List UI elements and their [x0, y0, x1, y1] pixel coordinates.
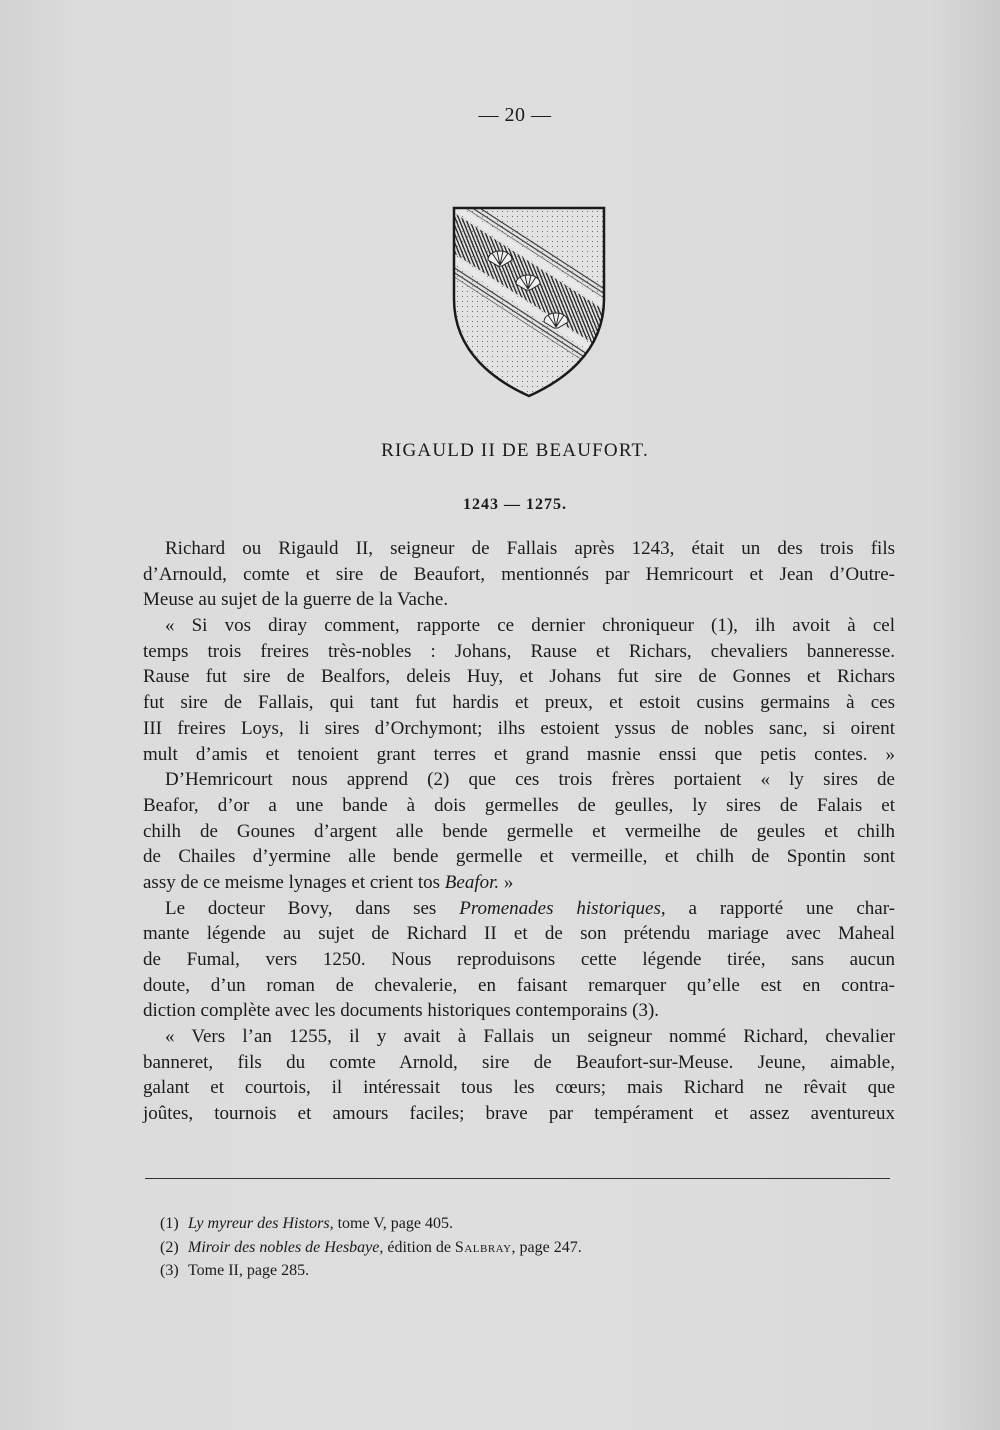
text-line-content: mult d’amis et tenoient grant terres et grand masnie enssi que petis contes. »	[143, 743, 895, 765]
text-line	[143, 562, 895, 588]
text-line-content: Le docteur Bovy, dans ses	[165, 897, 460, 919]
text-line	[143, 664, 895, 690]
body-text	[143, 536, 895, 1127]
text-line	[143, 716, 895, 742]
text-line-content: fut sire de Fallais, qui tant fut hardis et preux, et estoit cusins germains à ces	[143, 692, 895, 714]
footnote-source-title: Ly myreur des Histors,	[188, 1215, 334, 1232]
footnote-text: tome V, page 405.	[333, 1215, 453, 1232]
footnote-editor-name: Salbray	[454, 1238, 512, 1256]
text-line	[143, 767, 895, 793]
footnote-text: , page 247.	[511, 1238, 582, 1256]
footnote-source-title: Miroir des nobles de Hesbaye,	[188, 1238, 384, 1256]
text-line-content: chilh de Gounes d’argent alle bende germelle et vermeilhe de geules et chilh	[143, 820, 895, 842]
text-line	[143, 536, 895, 562]
text-line	[143, 896, 895, 922]
text-line-content: « Si vos diray comment, rapporte ce dernier chroniqueur (1), ilh avoit à cel	[165, 615, 895, 637]
footnote-divider	[145, 1178, 890, 1179]
italic-word: Beafor.	[444, 871, 500, 893]
text-line	[143, 1024, 895, 1050]
text-line	[143, 844, 895, 870]
text-line-content: d’Arnould, comte et sire de Beaufort, mentionnés par Hemricourt et Jean d’Outre-	[143, 563, 895, 585]
text-line-content: banneret, fils du comte Arnold, sire de Beaufort-sur-Meuse. Jeune, aimable,	[143, 1051, 895, 1073]
footnote	[160, 1236, 860, 1260]
section-heading: RIGAULD II DE BEAUFORT.	[381, 440, 649, 461]
text-line	[143, 819, 895, 845]
text-line	[143, 742, 895, 768]
text-line-content: Rause fut sire de Bealfors, deleis Huy, et Johans fut sire de Gonnes et Richars	[143, 666, 895, 688]
text-line-content: temps trois freires très-nobles : Johans, Rause et Richars, chevaliers banneresse.	[143, 640, 895, 662]
text-line-content: Meuse au sujet de la guerre de la Vache.	[143, 589, 449, 611]
text-line-content: D’Hemricourt nous apprend (2) que ces trois frères portaient « ly sires de	[165, 769, 895, 791]
text-line-content: de Chailes d’yermine alle bende germelle et vermeille, et chilh de Spontin sont	[143, 846, 895, 868]
text-line-content: doute, d’un roman de chevalerie, en faisant remarquer qu’elle est en contra-	[143, 974, 895, 996]
page-number: — 20 —	[478, 104, 552, 126]
text-line	[143, 973, 895, 999]
footnote-marker: (3)	[160, 1262, 179, 1279]
text-line-content: Richard ou Rigauld II, seigneur de Fallais après 1243, était un des trois fils	[165, 538, 895, 559]
text-line-content: galant et courtois, il intéressait tous les cœurs; mais Richard ne rêvait que	[143, 1077, 895, 1099]
text-line-content: joûtes, tournois et amours faciles; brave par tempérament et assez aventureux	[143, 1103, 895, 1125]
reign-dates: 1243 — 1275.	[463, 496, 567, 513]
footnotes	[160, 1212, 860, 1283]
text-line-content: Beafor, d’or a une bande à dois germelles de geulles, ly sires de Falais et	[143, 794, 895, 816]
text-line	[143, 1101, 895, 1127]
text-line	[143, 998, 895, 1024]
footnote-marker: (1)	[160, 1215, 179, 1232]
text-line	[143, 1075, 895, 1101]
text-line	[143, 639, 895, 665]
footnote	[160, 1259, 860, 1283]
text-line	[143, 921, 895, 947]
coat-of-arms-icon	[450, 204, 608, 400]
italic-title: Promenades historiques	[459, 897, 661, 919]
footnote-marker: (2)	[160, 1238, 179, 1256]
footnote	[160, 1212, 860, 1236]
text-line-content: , a rapporté une char-	[660, 897, 895, 919]
text-line-content: de Fumal, vers 1250. Nous reproduisons cette légende tirée, sans aucun	[143, 949, 895, 970]
text-line	[143, 587, 895, 613]
text-line	[143, 1050, 895, 1076]
text-line-content: III freires Loys, li sires d’Orchymont; ilhs estoient yssus de nobles sanc, si oirent	[143, 717, 895, 739]
text-line	[143, 947, 895, 973]
footnote-text: édition de	[383, 1238, 455, 1256]
text-line-content: « Vers l’an 1255, il y avait à Fallais un seigneur nommé Richard, chevalier	[165, 1026, 895, 1048]
text-line-content: mante légende au sujet de Richard II et de son prétendu mariage avec Maheal	[143, 923, 895, 945]
text-line	[143, 793, 895, 819]
text-line	[143, 870, 895, 896]
footnote-text: Tome II, page 285.	[188, 1262, 310, 1279]
text-line-content: diction complète avec les documents historiques contemporains (3).	[143, 1000, 660, 1022]
text-line	[143, 690, 895, 716]
text-line-content: »	[499, 871, 514, 893]
text-line-content: assy de ce meisme lynages et crient tos	[143, 871, 445, 893]
text-line	[143, 613, 895, 639]
